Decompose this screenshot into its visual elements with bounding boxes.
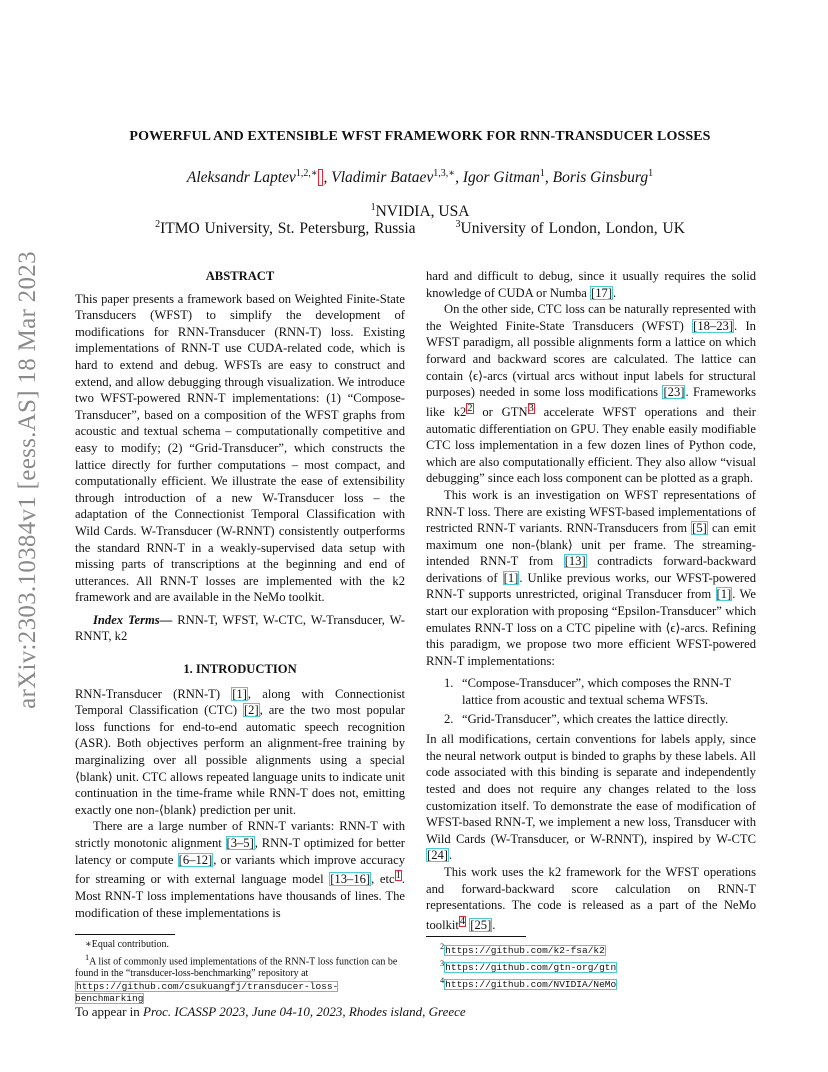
author-affil-sup: 1 <box>648 168 654 179</box>
text-run: accelerate WFST operations and their automatic differentiation on GPU. They enable easily modifiable CTC loss implementation in a few dozen lines of Python code, which are also computationally efficient. They also allow “visual debugging” since each loss component can be plotted as a graph. <box>426 404 757 486</box>
list-text: “Compose-Transducer”, which composes the RNN-T lattice from acoustic and textual schema WFSTs. <box>462 676 731 708</box>
text-run: . We start our exploration with proposing “Epsilon-Transducer” which emulates RNN-T loss on a CTC pipeline with ⟨ϵ⟩-arcs. Refining this paradigm, we propose two more efficient WFST-powered RNN-T implementations: <box>426 587 756 668</box>
text-run: This work is an investigation on WFST representations of RNN-T loss. There are existing WFST-based implementations of restricted RNN-T variants. RNN-Transducers from <box>426 487 756 536</box>
affil-text: ITMO University, St. Petersburg, Russia <box>160 220 416 238</box>
citation-link[interactable]: [1] <box>716 587 732 602</box>
footnote-sup: 3 <box>440 958 445 968</box>
author-name: Vladimir Bataev <box>331 169 434 187</box>
text-run: , are the two most popular loss functions for end-to-end automatic speech recognition (ASR). Both objectives perform an alignment-free training by marginalizing over all possible alignments using a special ⟨blank⟩ unit. CTC allows repeated language units to indicate unit continuation in the time-frame while RNN-T does not, emitting exactly one non-⟨blank⟩ prediction per unit. <box>75 703 405 817</box>
footnote-url-link[interactable]: https://github.com/csukuangfj/transducer-loss-benchmarking <box>75 980 339 1005</box>
text-run: or GTN <box>473 404 528 419</box>
footnote-link[interactable]: 2 <box>467 402 473 414</box>
text-run: On the other side, CTC loss can be naturally represented with the Weighted Finite-State Transducers (WFST) <box>426 302 756 333</box>
author-name: Boris Ginsburg <box>552 169 649 187</box>
citation-link[interactable]: [1] <box>503 570 519 585</box>
affil-sup: 3 <box>455 219 461 230</box>
text-run: contradicts forward-backward derivations of <box>426 554 756 585</box>
footnote-url-link[interactable]: https://github.com/k2-fsa/k2 <box>445 945 605 957</box>
body-paragraph <box>426 487 756 670</box>
contribution-list <box>426 675 756 727</box>
list-number: 1. <box>444 676 454 691</box>
affil-text: University of London, London, UK <box>460 220 685 238</box>
text-run: , or variants which improve accuracy for streaming or with external language model <box>75 852 405 887</box>
footnote-marker-link[interactable] <box>318 169 324 186</box>
footnote-url-item <box>426 941 756 958</box>
body-paragraph <box>426 301 756 487</box>
citation-link[interactable]: [13] <box>564 554 586 569</box>
footnote-sup: 2 <box>440 942 445 951</box>
citation-link[interactable]: [6–12] <box>178 852 213 867</box>
list-item <box>444 711 756 728</box>
citation-link[interactable]: [23] <box>663 385 685 400</box>
footnotes-right <box>426 936 756 991</box>
author-list: Aleksandr Laptev$^{1,2,∗}$ , Vladimir Bataev$^{1,3,∗}$, Igor Gitman$^1$, Boris Ginsburg$^1$ <box>186 168 654 187</box>
footer-prefix: To appear in <box>75 1004 144 1019</box>
citation-link[interactable]: [24] <box>427 848 448 863</box>
abstract-heading: ABSTRACT <box>205 269 275 283</box>
body-paragraph <box>426 731 756 864</box>
text-run: In all modifications, certain conventions for labels apply, since the neural network output is binded to graphs by these labels. All code associated with this binding is separate and independently tested and does not require any changes related to the loss customization itself. To demonstrate the ease of modification of WFST-based RNN-T, we implement a new loss, Transducer with Wild Cards (W-Transducer, or W-RNNT), inspired by W-CTC <box>426 732 756 846</box>
text-run: RNN-Transducer (RNN-T) <box>75 686 232 701</box>
text-run: can emit maximum one non-⟨blank⟩ unit per frame. The streaming-intended RNN-T from <box>426 521 756 569</box>
footnote-url-link[interactable]: https://github.com/NVIDIA/NeMo <box>445 978 617 990</box>
author-affil-sup: 1 <box>539 168 545 179</box>
index-terms <box>75 612 405 645</box>
citation-link[interactable]: [25] <box>470 917 492 932</box>
footnote-divider <box>75 934 175 935</box>
intro-paragraph <box>75 818 405 921</box>
author-name: Aleksandr Laptev <box>186 169 296 187</box>
text-run: . <box>613 285 617 300</box>
list-item <box>444 675 756 708</box>
footnote-link[interactable]: 4 <box>459 915 466 927</box>
text-run: hard and difficult to debug, since it usually requires the solid knowledge of CUDA or Numba <box>426 269 756 300</box>
footnote-divider <box>426 936 526 937</box>
footnote-url-link[interactable]: https://github.com/gtn-org/gtn <box>445 962 617 974</box>
affiliation-row <box>60 219 780 238</box>
list-number: 2. <box>444 711 454 726</box>
footnote-url-item <box>426 975 756 992</box>
body-paragraph <box>426 268 756 301</box>
index-terms-label: Index Terms— <box>93 612 173 627</box>
footnote-link[interactable]: 3 <box>528 402 534 414</box>
footnote-sup: 4 <box>440 975 445 985</box>
arxiv-identifier: arXiv:2303.10384v1 [eess.AS] 18 Mar 2023 <box>14 251 41 709</box>
footnote-url-item <box>426 958 756 975</box>
right-column <box>426 268 756 934</box>
text-run: This work uses the k2 framework for the WFST operations and forward-backward score calculation on RNN-T representations. The code is released as a part of the NeMo toolkit <box>426 864 756 932</box>
affil-sup: 1 <box>370 202 376 213</box>
arxiv-sidebar <box>0 251 56 709</box>
citation-link[interactable]: [2] <box>243 703 259 718</box>
body-paragraph <box>426 864 756 934</box>
footnote-text: A list of commonly used implementations of the RNN-T loss function can be found in the “transducer-loss-benchmarking” repository at <box>75 955 398 980</box>
affil-sup: 2 <box>155 219 161 230</box>
intro-heading: 1. INTRODUCTION <box>183 662 297 677</box>
paper-title: POWERFUL AND EXTENSIBLE WFST FRAMEWORK FOR RNN-TRANSDUCER LOSSES <box>129 129 711 144</box>
footer-venue: Proc. ICASSP 2023, June 04-10, 2023, Rhodes island, Greece <box>143 1004 466 1019</box>
text-run: . <box>448 848 453 863</box>
citation-link[interactable]: [18–23] <box>693 318 734 333</box>
citation-link[interactable]: [13–16] <box>330 872 371 887</box>
footnote-1 <box>75 952 405 981</box>
text-run: , etc <box>371 872 395 887</box>
text-run: . Unlike previous works, our WFST-powered RNN-T supports unrestricted, original Transducer from <box>426 570 757 602</box>
author-affil-sup: 1,2,∗ <box>295 168 318 179</box>
text-run: There are a large number of RNN-T variants: RNN-T with strictly monotonic alignment <box>75 819 405 850</box>
author-name: Igor Gitman <box>462 169 540 187</box>
citation-link[interactable]: [5] <box>692 521 707 536</box>
citation-link[interactable]: [17] <box>591 285 613 300</box>
author-affil-sup: 1,3,∗ <box>433 168 456 179</box>
affil-text: NVIDIA, USA <box>375 203 470 221</box>
intro-paragraph <box>75 686 405 819</box>
left-column <box>75 268 405 921</box>
index-terms-text: RNN-T, WFST, W-CTC, W-Transducer, W-RNNT, k2 <box>75 612 405 644</box>
footnote-1-url-row <box>75 981 405 1006</box>
list-text: “Grid-Transducer”, which creates the lattice directly. <box>462 711 729 726</box>
text-run: . Frameworks like k2 <box>426 385 756 419</box>
citation-link[interactable]: [3–5] <box>226 836 254 850</box>
text-run: . <box>492 917 496 932</box>
text-run: . In WFST paradigm, all possible alignments form a lattice on which forward and backward scores are calculated. The lattice can contain ⟨ϵ⟩-arcs (virtual arcs without input labels for structural purposes) needed in some loss modifications <box>426 318 756 400</box>
abstract-text: This paper presents a framework based on Weighted Finite-State Transducers (WFST) to simplify the development of modifications for RNN-Transducer (RNN-T) loss. Existing implementations of RNN-T use CUDA-related code, which is hard to extend and debug. WFSTs are easy to construct and extend, and allow debugging through visualization. We introduce two WFST-powered RNN-T implementations: (1) “Compose-Transducer”, based on a composition of the WFST graphs from acoustic and textual schema – computationally competitive and easy to modify; (2) “Grid-Transducer”, which constructs the lattice directly for further computations – most compact, and computationally efficient. We illustrate the ease of extensibility through introduction of a new W-Transducer loss – the adaptation of the Connectionist Temporal Classification with Wild Cards. W-Transducer (W-RNNT) consistently outperforms the standard RNN-T in a weakly-supervised data setup with missing parts of transcriptions at the beginning and end of utterances. All RNN-T losses are implemented with the k2 framework and are available in the NeMo toolkit. <box>75 291 405 605</box>
footnotes-left <box>75 926 405 1006</box>
citation-link[interactable]: [1] <box>232 686 247 701</box>
text-run: , RNN-T optimized for better latency or compute <box>75 836 405 867</box>
footnote-equal: ∗Equal contribution. <box>85 939 170 950</box>
venue-footer <box>75 1004 775 1020</box>
footnote-sup: 1 <box>85 952 90 962</box>
footnote-link[interactable]: 1 <box>395 870 401 882</box>
text-run: , along with Connectionist Temporal Classification (CTC) <box>75 686 405 718</box>
text-run: . Most RNN-T loss implementations have thousands of lines. The modification of these implementations is <box>75 872 405 920</box>
